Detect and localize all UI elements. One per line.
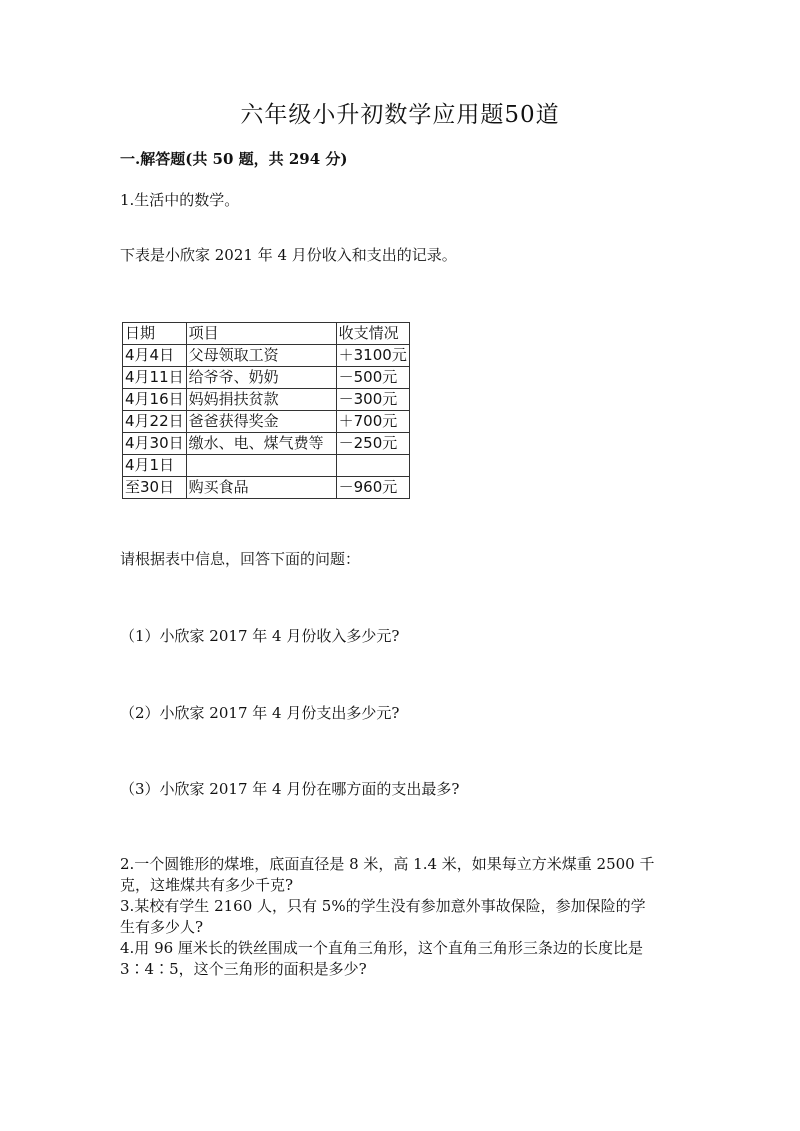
table-row (123, 477, 410, 499)
table-cell (186, 455, 336, 477)
table-header-cell: 日期 (123, 323, 187, 345)
table-cell: －500元 (336, 367, 409, 389)
table-header-row (123, 323, 410, 345)
table-cell: －250元 (336, 433, 409, 455)
question-1-sub-1: （1）小欣家 2017 年 4 月份收入多少元? (120, 627, 400, 645)
table-cell: －960元 (336, 477, 409, 499)
table-cell: 至30日 (123, 477, 187, 499)
table-row (123, 411, 410, 433)
table-cell: 妈妈捐扶贫款 (186, 389, 336, 411)
question-4-line-1: 4.用 96 厘米长的铁丝围成一个直角三角形，这个直角三角形三条边的长度比是 (120, 939, 643, 957)
question-1-prompt: 请根据表中信息，回答下面的问题： (120, 550, 361, 568)
table-cell: ＋700元 (336, 411, 409, 433)
table-cell: 4月1日 (123, 455, 187, 477)
question-3-line-2: 生有多少人? (120, 918, 204, 936)
table-row (123, 433, 410, 455)
question-3-line-1: 3.某校有学生 2160 人，只有 5%的学生没有参加意外事故保险，参加保险的学 (120, 897, 646, 915)
page-title: 六年级小升初数学应用题50道 (240, 102, 560, 128)
table-cell: 购买食品 (186, 477, 336, 499)
question-1-title: 1.生活中的数学。 (120, 191, 240, 209)
table-cell: 缴水、电、煤气费等 (186, 433, 336, 455)
table-cell: 4月30日 (123, 433, 187, 455)
question-2-line-2: 克，这堆煤共有多少千克? (120, 876, 294, 894)
question-2-line-1: 2.一个圆锥形的煤堆，底面直径是 8 米，高 1.4 米，如果每立方米煤重 2500 千 (120, 855, 655, 873)
table-row (123, 389, 410, 411)
table-row (123, 367, 410, 389)
income-expense-table (122, 322, 410, 499)
table-cell: 4月22日 (123, 411, 187, 433)
table-cell: 4月11日 (123, 367, 187, 389)
table-header-cell: 项目 (186, 323, 336, 345)
table-cell (336, 455, 409, 477)
table-row (123, 455, 410, 477)
table-header-cell: 收支情况 (336, 323, 409, 345)
question-1-intro: 下表是小欣家 2021 年 4 月份收入和支出的记录。 (120, 246, 457, 264)
table-row (123, 345, 410, 367)
table-cell: 父母领取工资 (186, 345, 336, 367)
question-1-sub-3: （3）小欣家 2017 年 4 月份在哪方面的支出最多? (120, 780, 460, 798)
table-cell: 给爷爷、奶奶 (186, 367, 336, 389)
table-cell: 4月16日 (123, 389, 187, 411)
question-1-sub-2: （2）小欣家 2017 年 4 月份支出多少元? (120, 704, 400, 722)
table-cell: ＋3100元 (336, 345, 409, 367)
table-cell: 爸爸获得奖金 (186, 411, 336, 433)
table-cell: 4月4日 (123, 345, 187, 367)
question-4-line-2: 3∶4∶5，这个三角形的面积是多少? (120, 960, 367, 978)
section-header: 一.解答题(共 50 题，共 294 分) (120, 150, 348, 168)
table-cell: －300元 (336, 389, 409, 411)
